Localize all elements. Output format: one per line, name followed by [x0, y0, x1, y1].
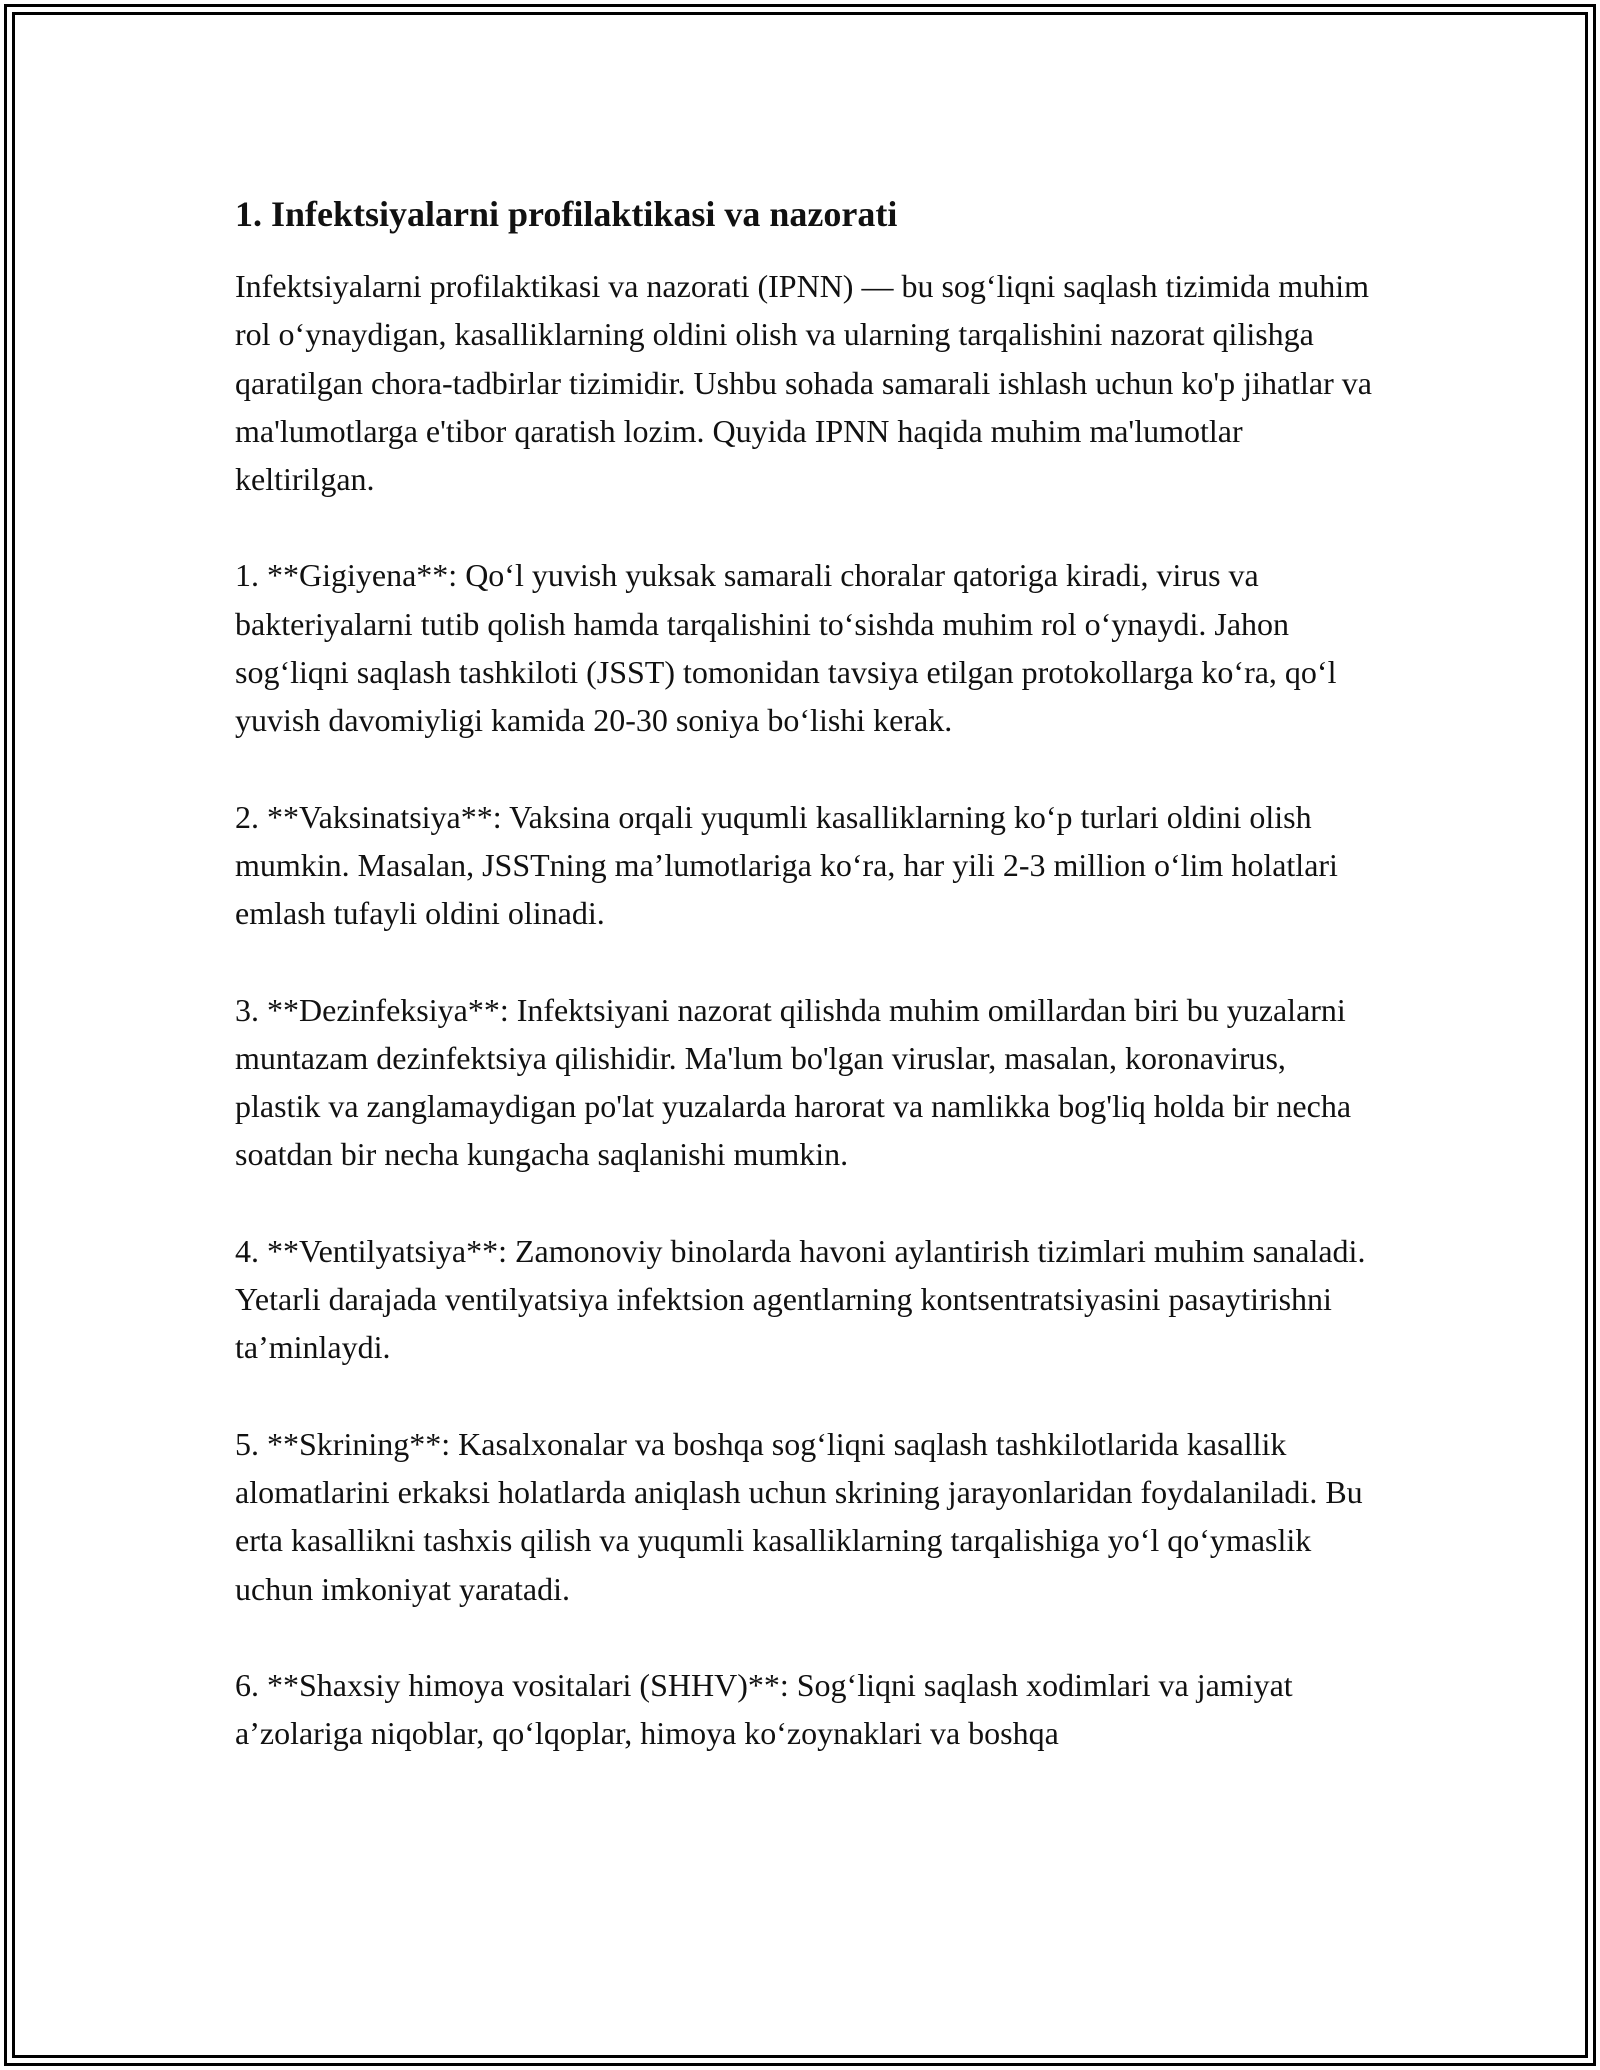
list-item-skrining: 5. **Skrining**: Kasalxonalar va boshqa sog‘liqni saqlash tashkilotlarida kasallik alomatlarini erkaksi holatlarda aniqlash uchun skrining jarayonlaridan foydalaniladi. Bu erta kasallikni tashxis qilish va yuqumli kasalliklarning tarqalishiga yo‘l qo‘ymaslik uchun imkoniyat yaratadi. [235, 1425, 1363, 1607]
list-item-shhv: 6. **Shaxsiy himoya vositalari (SHHV)**: Sog‘liqni saqlash xodimlari va jamiyat a’zolariga niqoblar, qo‘lqoplar, himoya ko‘zoynaklari va boshqa [235, 1666, 1293, 1752]
list-item-gigiyena: 1. **Gigiyena**: Qo‘l yuvish yuksak samarali choralar qatoriga kiradi, virus va bakteriyalarni tutib qolish hamda tarqalishini to‘sishda muhim rol o‘ynaydi. Jahon sog‘liqni saqlash tashkiloti (JSST) tomonidan tavsiya etilgan protokollarga ko‘ra, qo‘l yuvish davomiyligi kamida 20-30 soniya bo‘lishi kerak. [235, 557, 1337, 739]
list-item-dezinfeksiya: 3. **Dezinfeksiya**: Infektsiyani nazorat qilishda muhim omillardan biri bu yuzalarni muntazam dezinfektsiya qilishidir. Ma'lum bo'lgan viruslar, masalan, koronavirus, plastik va zanglamaydigan po'lat yuzalarda harorat va namlikka bog'liq holda bir necha soatdan bir necha kungacha saqlanishi mumkin. [235, 991, 1352, 1173]
intro-paragraph: Infektsiyalarni profilaktikasi va nazorati (IPNN) — bu sog‘liqni saqlash tizimida muhim rol o‘ynaydigan, kasalliklarning oldini olish va ularning tarqalishini nazorat qilishga qaratilgan chora-tadbirlar tizimidir. Ushbu sohada samarali ishlash uchun ko'p jihatlar va ma'lumotlarga e'tibor qaratish lozim. Quyida IPNN haqida muhim ma'lumotlar keltirilgan. [235, 268, 1372, 498]
document-title: 1. Infektsiyalarni profilaktikasi va nazorati [235, 194, 898, 234]
document-body [235, 186, 1375, 1757]
list-item-vaksinatsiya: 2. **Vaksinatsiya**: Vaksina orqali yuqumli kasalliklarning ko‘p turlari oldini olish mumkin. Masalan, JSSTning ma’lumotlariga ko‘ra, har yili 2-3 million o‘lim holatlari emlash tufayli oldini olinadi. [235, 798, 1338, 932]
list-item-ventilyatsiya: 4. **Ventilyatsiya**: Zamonoviy binolarda havoni aylantirish tizimlari muhim sanaladi. Yetarli darajada ventilyatsiya infektsion agentlarning kontsentratsiyasini pasaytirishni ta’minlaydi. [235, 1232, 1366, 1366]
